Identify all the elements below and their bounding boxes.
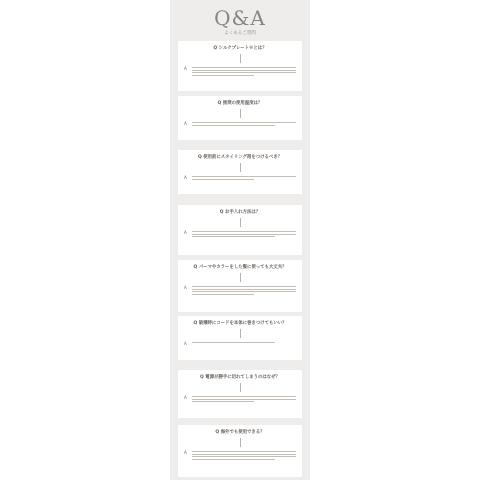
faq-question: Q 電源が勝手に切れてしまうのはなぜ？: [200, 375, 280, 380]
answer-mark: A: [184, 230, 187, 235]
answer-mark: A: [184, 450, 187, 455]
faq-divider: [240, 329, 241, 338]
faq-card: [178, 370, 302, 418]
faq-card: [178, 96, 302, 140]
faq-answer: [184, 121, 296, 127]
answer-mark: A: [184, 175, 187, 180]
answer-mark: A: [184, 341, 187, 346]
faq-divider: [240, 54, 241, 63]
answer-text: [192, 175, 296, 181]
answer-text: [192, 450, 296, 461]
answer-mark: A: [184, 395, 187, 400]
answer-text: [192, 121, 296, 127]
faq-header: [170, 0, 310, 36]
faq-question: Q 使用前にスタイリング剤をつけるべき？: [197, 155, 283, 160]
faq-card: [178, 205, 302, 255]
answer-mark: A: [184, 66, 187, 71]
faq-answer: [184, 285, 296, 296]
faq-question: Q お手入れ方法は？: [219, 210, 261, 215]
answer-mark: A: [184, 121, 187, 126]
faq-question: Q シルクプレート®とは？: [213, 46, 267, 51]
faq-card: [178, 150, 302, 194]
faq-card: [178, 425, 302, 477]
faq-divider: [240, 273, 241, 282]
faq-divider: [240, 109, 241, 118]
faq-card: [178, 316, 302, 360]
faq-answer: [184, 66, 296, 77]
faq-card: [178, 260, 302, 312]
faq-divider: [240, 218, 241, 227]
faq-panel: [170, 0, 310, 480]
faq-answer: [184, 175, 296, 181]
faq-divider: [240, 438, 241, 447]
faq-card: [178, 41, 302, 91]
faq-question: Q 推奨の使用温度は？: [217, 101, 263, 106]
faq-subtitle: よくあるご質問: [224, 31, 256, 36]
answer-text: [192, 341, 296, 345]
faq-divider: [240, 163, 241, 172]
faq-question: Q 破壊時にコードを本体に巻きつけてもいい？: [193, 321, 287, 326]
faq-answer: [184, 230, 296, 239]
faq-question: Q パーマやカラーをした髪に使っても大丈夫？: [193, 265, 287, 270]
faq-answer: [184, 341, 296, 346]
faq-divider: [240, 383, 241, 392]
faq-question: Q 海外でも使用できる？: [215, 430, 265, 435]
faq-answer: [184, 395, 296, 404]
faq-answer: [184, 450, 296, 461]
answer-text: [192, 285, 296, 296]
answer-mark: A: [184, 285, 187, 290]
answer-text: [192, 66, 296, 77]
answer-text: [192, 230, 296, 239]
answer-text: [192, 395, 296, 404]
qa-logo: Q&A: [214, 6, 266, 30]
